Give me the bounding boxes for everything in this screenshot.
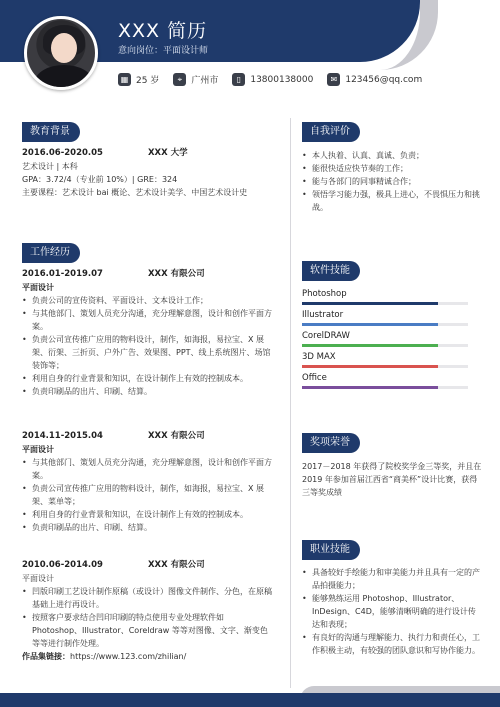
job-date: 2014.11-2015.04 (22, 431, 103, 441)
section-education: 教育背景 (22, 122, 80, 142)
skill-name: Office (302, 373, 327, 383)
skill-name: CorelDRAW (302, 331, 350, 341)
job-date: 2010.06-2014.09 (22, 560, 103, 570)
list-item: • 具备较好手绘能力和审美能力并且具有一定的产品拍摄能力； (302, 566, 482, 592)
skill-bar (302, 344, 468, 347)
job-block-3 (22, 559, 272, 663)
skill-item (302, 372, 482, 389)
section-self-eval: 自我评价 (302, 122, 360, 142)
skill-name: 3D MAX (302, 352, 336, 362)
skill-fill (302, 386, 438, 389)
works-label: 作品集链接： (22, 652, 70, 661)
awards-text: 2017－2018 年获得了院校奖学金三等奖，并且在 2019 年参加首届江西省“商美杯”设计比赛，获得三等奖成绩 (302, 462, 482, 497)
job-duties (22, 456, 272, 534)
list-item: • 与其他部门、策划人员充分沟通，充分理解意图，设计和创作平面方案。 (22, 456, 272, 482)
email-text[interactable]: 123456@qq.com (345, 74, 423, 85)
list-item: • 领悟学习能力强，极具上进心，不畏惧压力和挑战。 (302, 188, 482, 214)
education-gpa: GPA：3.72/4（专业前 10%）| GRE：324 (22, 175, 178, 184)
skill-fill (302, 344, 438, 347)
works-url[interactable]: https://www.123.com/zhilian/ (70, 652, 187, 661)
age-item (118, 73, 159, 86)
skill-bar (302, 365, 468, 368)
avatar (24, 16, 98, 90)
location-icon: ⌖ (173, 73, 186, 86)
calendar-icon: ▦ (118, 73, 131, 86)
list-item: • 有良好的沟通与理解能力、执行力和责任心，工作积极主动，有较强的团队意识和写协作能力。 (302, 631, 482, 657)
list-item: • 本人执着、认真、真诚、负责； (302, 149, 482, 162)
education-courses: 主要课程：艺术设计 bai 概论、艺术设计美学、中国艺术设计史 (22, 188, 248, 197)
self-eval-block (302, 149, 482, 214)
education-block (22, 147, 272, 199)
list-item: • 按照客户要求结合凹印印刷的特点使用专业处理软件如 Photoshop、Illustrator、Coreldraw 等等对图像、文字、渐变色等等进行制作处理。 (22, 611, 272, 650)
phone-icon: ▯ (232, 73, 245, 86)
section-awards: 奖项荣誉 (302, 433, 360, 453)
list-item: • 负责公司宣传推广应用的物料设计，制作，如海报，易拉宝、X 展架、菜单等； (22, 482, 272, 508)
list-item: • 凹版印刷工艺设计制作原稿（或设计）图像文件制作、分色，在原稿基础上进行再设计。 (22, 585, 272, 611)
list-item: • 能与各部门的同事精诚合作； (302, 175, 482, 188)
job-company: XXX 有限公司 (148, 269, 205, 279)
job-company: XXX 有限公司 (148, 560, 205, 570)
skill-bar (302, 323, 468, 326)
contact-info (118, 73, 422, 86)
job-block-1 (22, 268, 272, 398)
skill-item (302, 288, 482, 305)
job-role: 平面设计 (22, 574, 54, 583)
job-company: XXX 有限公司 (148, 431, 205, 441)
intended-position: 意向岗位：平面设计师 (118, 46, 209, 56)
education-date: 2016.06-2020.05 (22, 148, 103, 158)
phone-text[interactable]: 13800138000 (250, 74, 314, 85)
list-item: • 负责印刷品的出片、印刷、结算。 (22, 385, 272, 398)
skill-item (302, 309, 482, 326)
job-duties (22, 294, 272, 398)
list-item: • 利用自身的行业背景和知识，在设计制作上有效的控制成本。 (22, 372, 272, 385)
list-item: • 负责公司的宣传资料、平面设计、文本设计工作； (22, 294, 272, 307)
section-job-skills: 职业技能 (302, 540, 360, 560)
list-item: • 利用自身的行业背景和知识，在设计制作上有效的控制成本。 (22, 508, 272, 521)
job-role: 平面设计 (22, 283, 54, 292)
skills-block (302, 288, 482, 393)
list-item: • 能很快适应快节奏的工作； (302, 162, 482, 175)
column-divider (290, 118, 291, 688)
list-item: • 负责印刷品的出片、印刷、结算。 (22, 521, 272, 534)
city-item (173, 73, 218, 86)
skill-bar (302, 386, 468, 389)
city-text: 广州市 (191, 76, 219, 86)
resume-title: XXX 简历 (118, 20, 208, 42)
mail-icon: ✉ (327, 73, 340, 86)
age-text: 25 岁 (136, 76, 160, 86)
skill-name: Photoshop (302, 289, 347, 299)
job-block-2 (22, 430, 272, 534)
list-item: • 负责公司宣传推广应用的物料设计，制作，如海报，易拉宝、X 展架、衍架、三折页、户外广告、效果图、PPT、线上系统图片、场馆装饰等； (22, 333, 272, 372)
section-experience: 工作经历 (22, 243, 80, 263)
job-duties (22, 585, 272, 650)
skill-name: Illustrator (302, 310, 344, 320)
list-item: • 能够熟练运用 Photoshop、Illustrator、InDesign、C4D，能够清晰明确的进行设计传达和表现； (302, 592, 482, 631)
phone-item (232, 73, 313, 86)
education-major: 艺术设计 | 本科 (22, 162, 78, 171)
email-item (327, 73, 422, 86)
skill-fill (302, 302, 438, 305)
job-date: 2016.01-2019.07 (22, 269, 103, 279)
skill-bar (302, 302, 468, 305)
skill-item (302, 330, 482, 347)
job-role: 平面设计 (22, 445, 54, 454)
skill-item (302, 351, 482, 368)
skill-fill (302, 323, 438, 326)
education-school: XXX 大学 (148, 148, 188, 158)
works-link (22, 650, 272, 663)
section-skills: 软件技能 (302, 261, 360, 281)
list-item: • 与其他部门、策划人员充分沟通，充分理解意图，设计和创作平面方案。 (22, 307, 272, 333)
job-skills-block (302, 566, 482, 657)
skill-fill (302, 365, 438, 368)
footer-bar (0, 693, 500, 707)
